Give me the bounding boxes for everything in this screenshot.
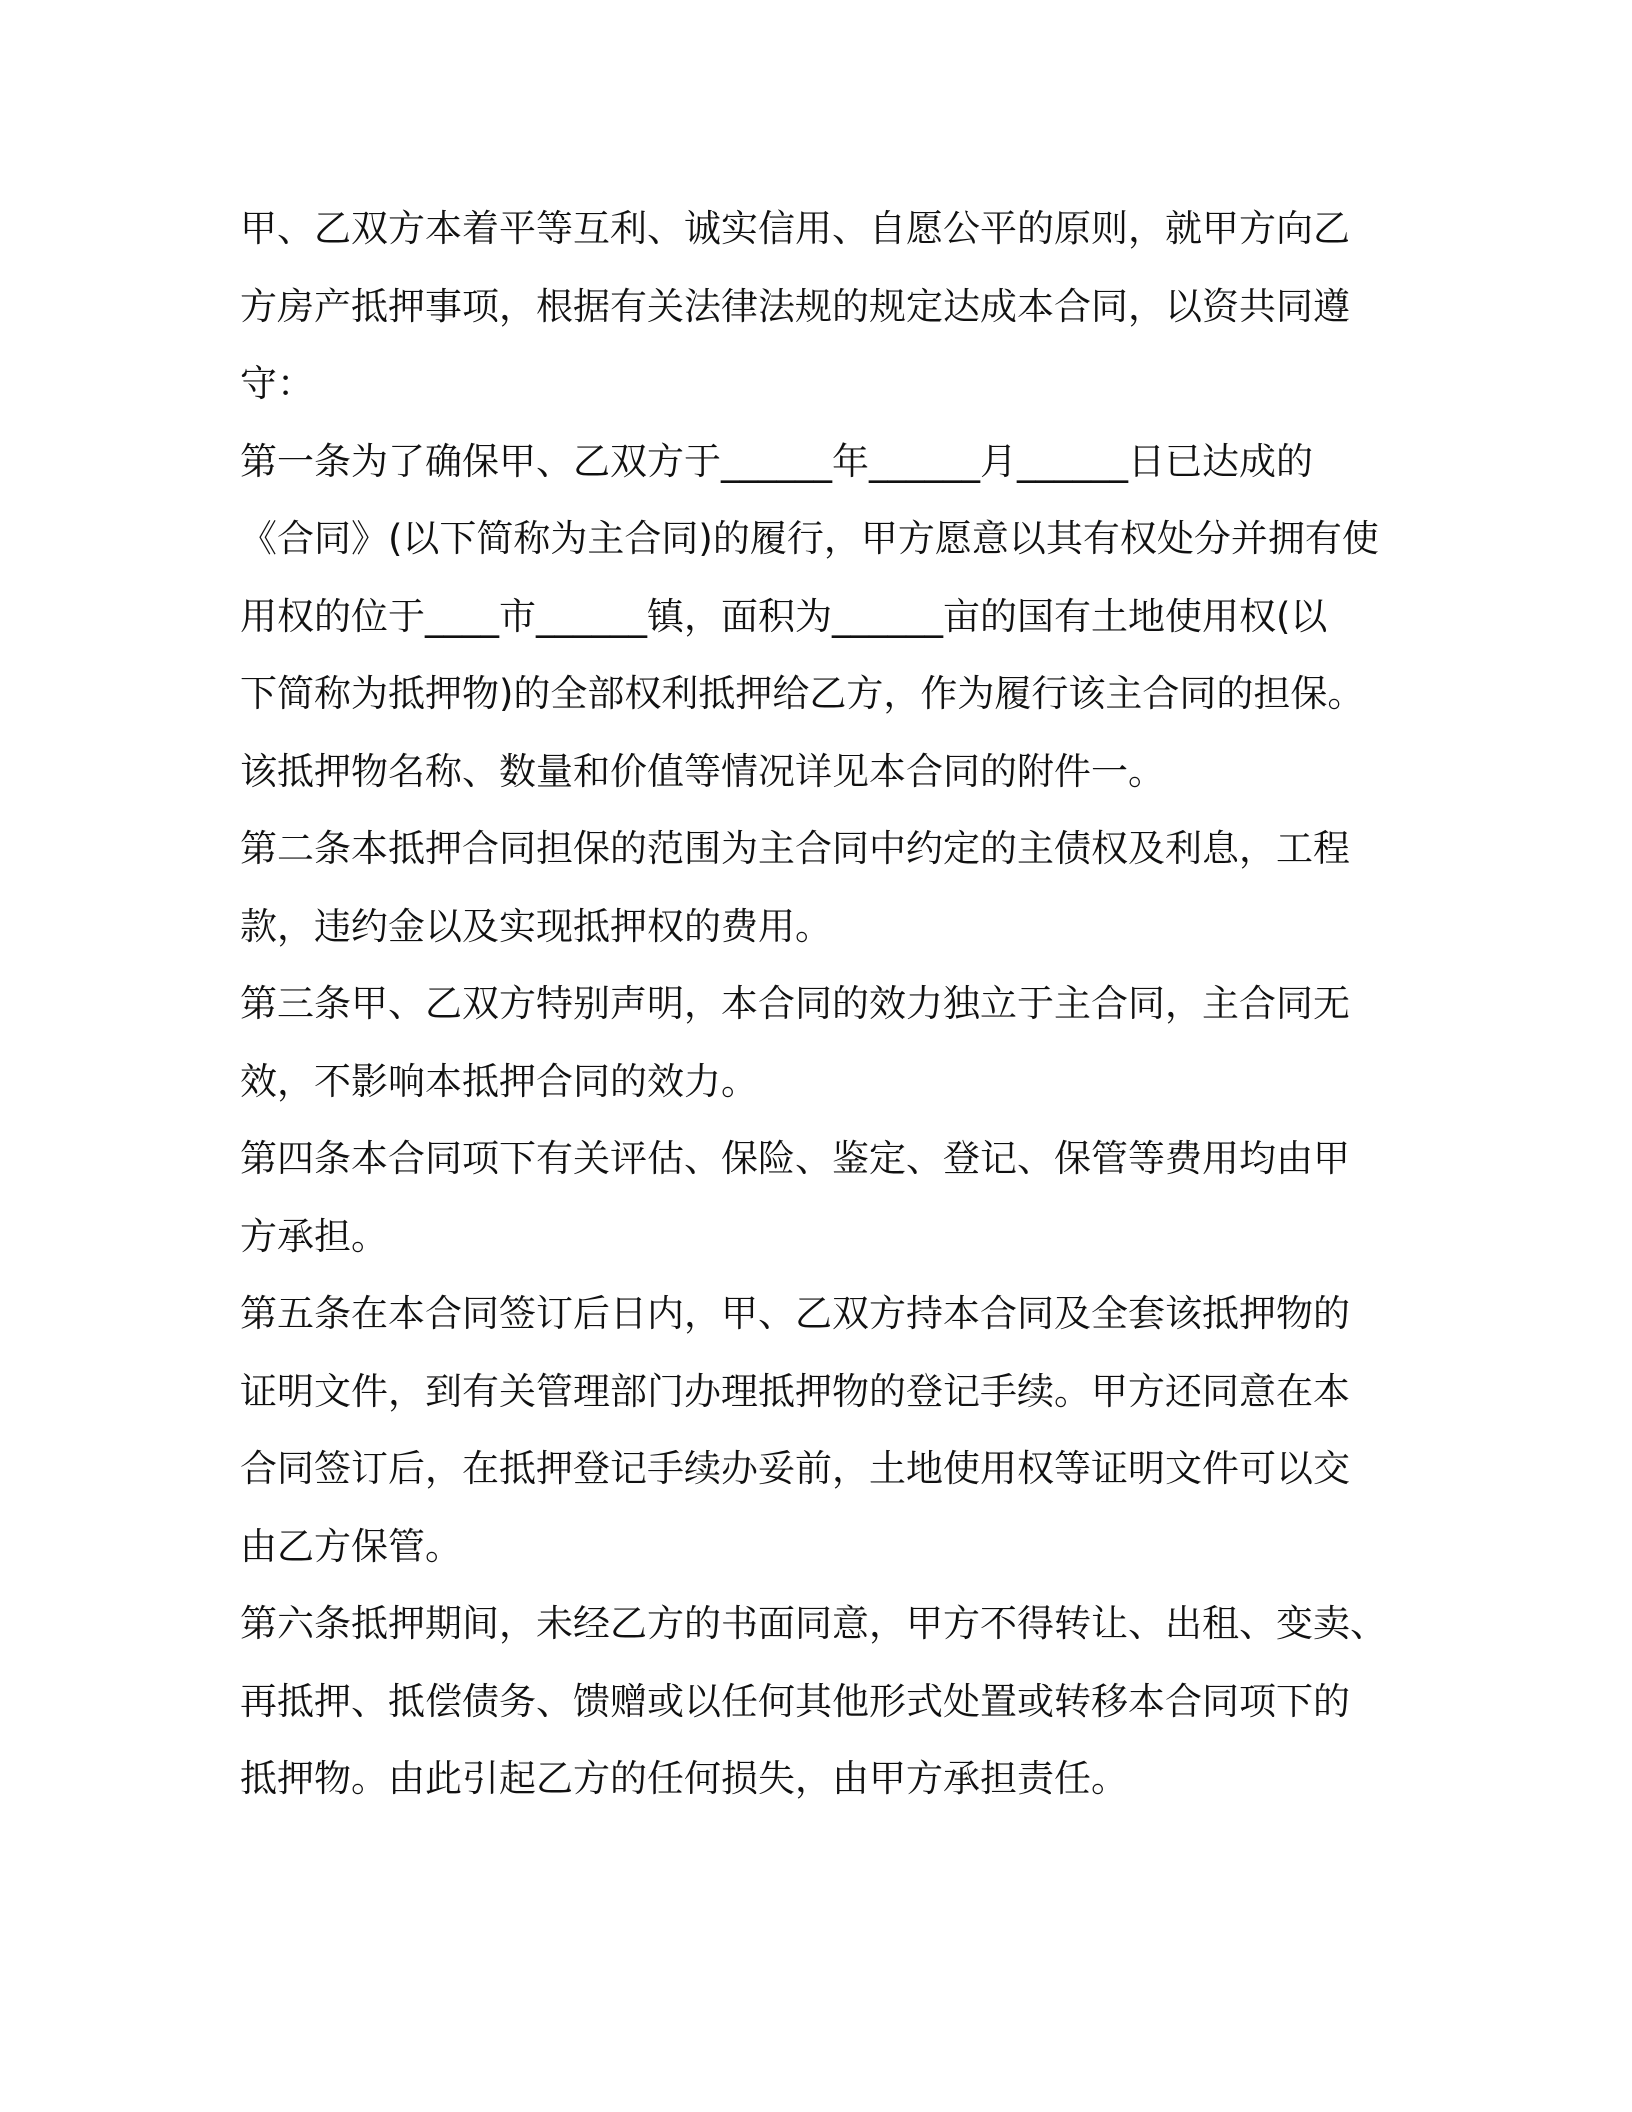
paragraph-article-5 (240, 1275, 1395, 1585)
paragraph-preamble (240, 190, 1395, 423)
text-line: 下简称为抵押物)的全部权利抵押给乙方，作为履行该主合同的担保。 (240, 672, 1365, 715)
text-line: 第六条抵押期间，未经乙方的书面同意，甲方不得转让、出租、变卖、 (240, 1602, 1387, 1645)
text-line: 由乙方保管。 (240, 1524, 462, 1568)
text-line: 效，不影响本抵押合同的效力。 (240, 1059, 758, 1103)
text-line: 再抵押、抵偿债务、馈赠或以任何其他形式处置或转移本合同项下的 (240, 1679, 1350, 1723)
text-line: 第一条为了确保甲、乙双方于______年______月______日已达成的 (240, 439, 1313, 483)
text-line: 守： (240, 362, 314, 405)
text-line: 方房产抵押事项，根据有关法律法规的规定达成本合同，以资共同遵 (240, 284, 1350, 328)
paragraph-article-1 (240, 423, 1395, 811)
text-line: 合同签订后，在抵押登记手续办妥前，土地使用权等证明文件可以交 (240, 1447, 1350, 1490)
text-line: 款，违约金以及实现抵押权的费用。 (240, 904, 832, 948)
text-line: 《合同》(以下简称为主合同)的履行，甲方愿意以其有权处分并拥有使 (240, 517, 1379, 560)
text-line: 第五条在本合同签订后日内，甲、乙双方持本合同及全套该抵押物的 (240, 1292, 1350, 1335)
text-line: 第四条本合同项下有关评估、保险、鉴定、登记、保管等费用均由甲 (240, 1137, 1350, 1180)
paragraph-article-4 (240, 1120, 1395, 1275)
text-line: 证明文件，到有关管理部门办理抵押物的登记手续。甲方还同意在本 (240, 1369, 1350, 1413)
document-page (240, 190, 1395, 1818)
text-line: 第三条甲、乙双方特别声明，本合同的效力独立于主合同，主合同无 (240, 982, 1350, 1025)
paragraph-article-2 (240, 810, 1395, 965)
paragraph-article-6 (240, 1585, 1395, 1818)
text-line: 抵押物。由此引起乙方的任何损失，由甲方承担责任。 (240, 1757, 1128, 1800)
text-line: 用权的位于____市______镇，面积为______亩的国有土地使用权(以 (240, 594, 1328, 638)
text-line: 该抵押物名称、数量和价值等情况详见本合同的附件一。 (240, 749, 1165, 793)
text-line: 方承担。 (240, 1214, 388, 1258)
paragraph-article-3 (240, 965, 1395, 1120)
text-line: 第二条本抵押合同担保的范围为主合同中约定的主债权及利息，工程 (240, 827, 1350, 870)
text-line: 甲、乙双方本着平等互利、诚实信用、自愿公平的原则，就甲方向乙 (240, 207, 1350, 250)
